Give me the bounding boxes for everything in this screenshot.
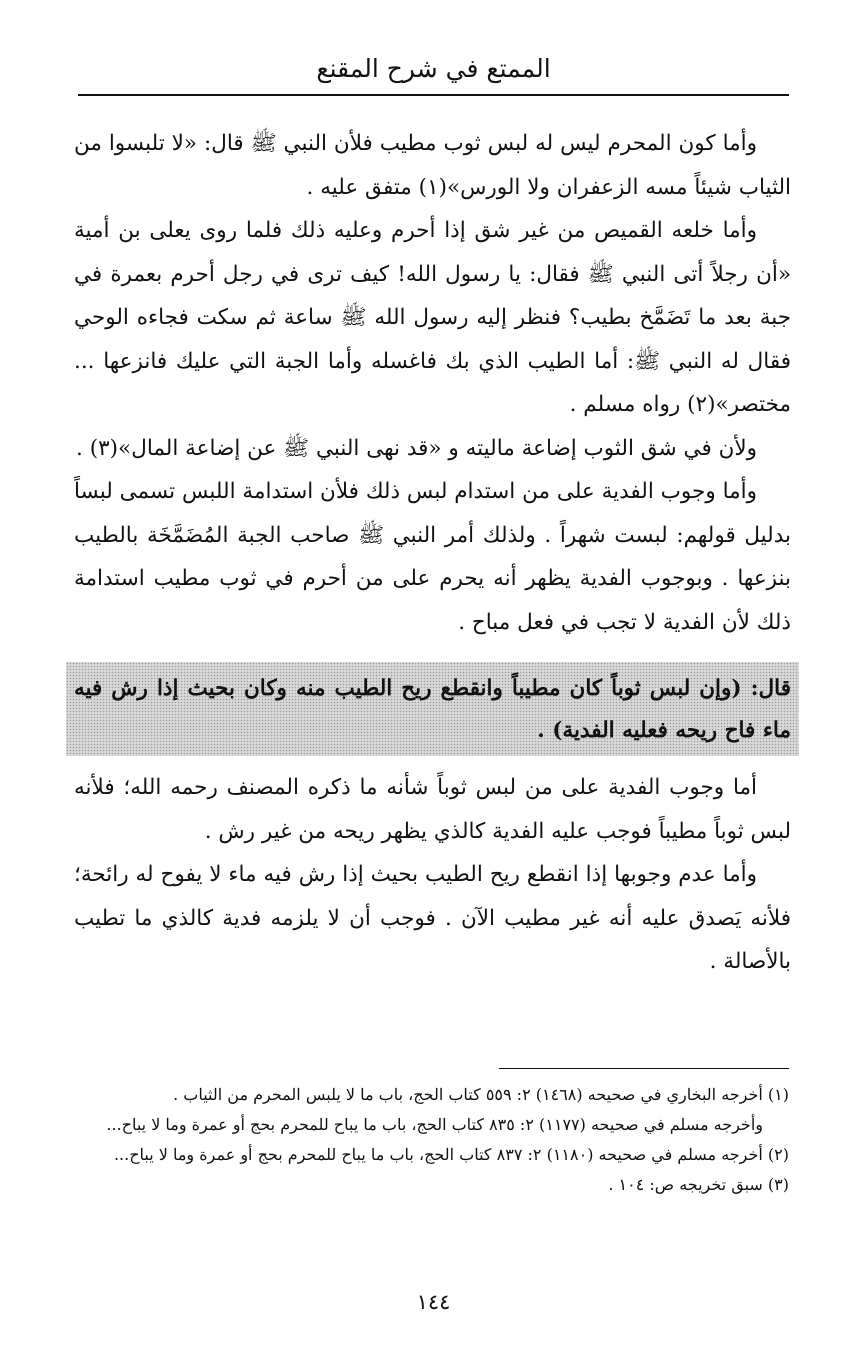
footnote-3: (٣) سبق تخريجه ص: ١٠٤ .: [608, 1175, 789, 1194]
footnote-rule: [499, 1068, 789, 1069]
paragraph-4: وأما وجوب الفدية على من استدام لبس ذلك فلأن استدامة اللبس تسمى لبساً بدليل قولهم: لبست شهراً . ولذلك أمر النبي ﷺ صاحب الجبة المُضَمَّخَة بالطيب بنزعها . وبوجوب الفدية يظهر أنه يحرم على من أحرم في ثوب مطيب استدامة ذلك لأن الفدية لا تجب في فعل مباح .: [74, 479, 791, 635]
running-head-title: الممتع في شرح المقنع: [316, 54, 551, 83]
footnote-1: (١) أخرجه البخاري في صحيحه (١٤٦٨) ٢: ٥٥٩ كتاب الحج، باب ما لا يلبس المحرم من الثياب .: [173, 1085, 789, 1104]
paragraph-5: أما وجوب الفدية على من لبس ثوباً شأنه ما ذكره المصنف رحمه الله؛ فلأنه لبس ثوباً مطيباً فوجب عليه الفدية كالذي يظهر ريحه من غير رش .: [74, 775, 791, 844]
paragraph-1: وأما كون المحرم ليس له لبس ثوب مطيب فلأن النبي ﷺ قال: «لا تلبسوا من الثياب شيئاً مسه الزعفران ولا الورس»(١) متفق عليه .: [74, 131, 791, 200]
paragraph-6: وأما عدم وجوبها إذا انقطع ريح الطيب بحيث إذا رش فيه ماء لا يفوح له رائحة؛ فلأنه يَصدق عليه أنه غير مطيب الآن . فوجب أن لا يلزمه فدية كالذي ما تطيب بالأصالة .: [74, 862, 791, 974]
matn-quote-box: قال: (وإن لبس ثوباً كان مطيباً وانقطع ريح الطيب منه وكان بحيث إذا رش فيه ماء فاح ريحه فعليه الفدية) .: [66, 662, 799, 756]
paragraph-3: ولأن في شق الثوب إضاعة ماليته و «قد نهى النبي ﷺ عن إضاعة المال»(٣) .: [76, 435, 757, 461]
page-number: ١٤٤: [416, 1290, 451, 1314]
footnote-1-continued: وأخرجه مسلم في صحيحه (١١٧٧) ٢: ٨٣٥ كتاب الحج، باب ما يباح للمحرم بحج أو عمرة وما لا يباح...: [106, 1115, 763, 1134]
paragraph-2: وأما خلعه القميص من غير شق إذا أحرم وعليه ذلك فلما روى يعلى بن أمية «أن رجلاً أتى النبي ﷺ فقال: يا رسول الله! كيف ترى في رجل أحرم بعمرة في جبة بعد ما تَضَمَّخ بطيب؟ فنظر إليه رسول الله ﷺ ساعة ثم سكت فجاءه الوحي فقال له النبي ﷺ: أما الطيب الذي بك فاغسله وأما الجبة التي عليك فانزعها ... مختصر»(٢) رواه مسلم .: [74, 218, 791, 417]
footnote-2: (٢) أخرجه مسلم في صحيحه (١١٨٠) ٢: ٨٣٧ كتاب الحج، باب ما يباح للمحرم بحج أو عمرة وما لا يباح...: [113, 1145, 789, 1164]
main-text: [74, 122, 791, 984]
header-rule: [78, 94, 789, 96]
footnotes: [74, 1080, 789, 1200]
